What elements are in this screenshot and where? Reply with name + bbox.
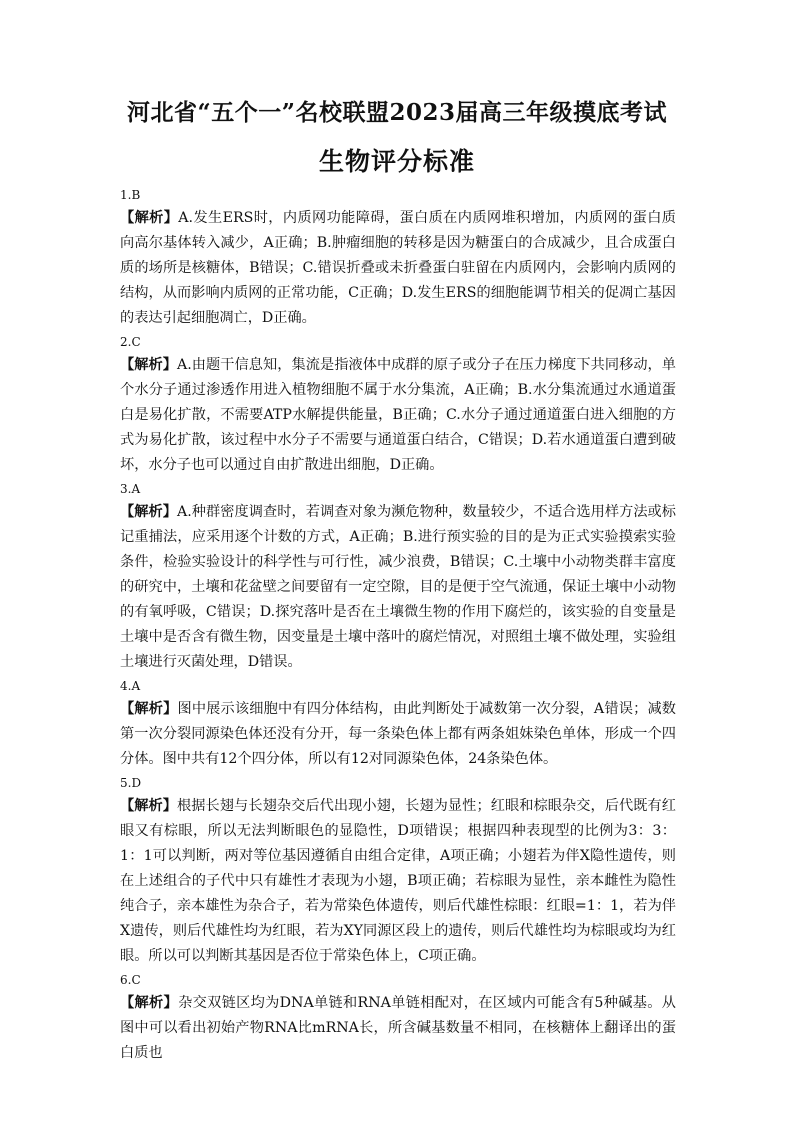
analysis-tag: 【解析】 [120,995,179,1011]
analysis-tag: 【解析】 [120,701,178,717]
question-analysis [120,206,676,331]
analysis-tag: 【解析】 [120,210,179,226]
analysis-text: 图中展示该细胞中有四分体结构，由此判断处于减数第一次分裂，A错误；减数第一次分裂同源染色体还没有分开，每一条染色体上都有两条姐妹染色单体，形成一个四分体。图中共有12个四分体，所以有12对同源染色体，24条染色体。 [120,701,676,767]
question-analysis [120,794,676,969]
document-title: 河北省“五个一”名校联盟2023届高三年级摸底考试 [127,99,667,126]
question-item [120,184,676,331]
question-item [120,969,676,1066]
question-number: 3.A [120,482,141,496]
question-number: 4.A [120,679,141,693]
analysis-text: A.发生ERS时，内质网功能障碍，蛋白质在内质网堆积增加，内质网的蛋白质向高尔基体转入减少，A正确；B.肿瘤细胞的转移是因为糖蛋白的合成减少，且合成蛋白质的场所是核糖体，B错误；C.错误折叠或未折叠蛋白驻留在内质网内，会影响内质网的结构，从而影响内质网的正常功能，C正确；D.发生ERS的细胞能调节相关的促凋亡基因的表达引起细胞凋亡，D正确。 [120,210,676,326]
analysis-text: A.种群密度调查时，若调查对象为濒危物种，数量较少，不适合选用样方法或标记重捕法，应采用逐个计数的方式，A正确；B.进行预实验的目的是为正式实验摸索实验条件，检验实验设计的科学性与可行性，减少浪费，B错误；C.土壤中小动物类群丰富度的研究中，土壤和花盆壁之间要留有一定空隙，目的是便于空气流通，保证土壤中小动物的有氧呼吸，C错误；D.探究落叶是否在土壤微生物的作用下腐烂的，该实验的自变量是土壤中是否含有微生物，因变量是土壤中落叶的腐烂情况，对照组土壤不做处理，实验组土壤进行灭菌处理，D错误。 [120,504,676,670]
analysis-tag: 【解析】 [120,357,177,373]
question-number: 2.C [120,335,141,349]
answer-list [120,184,676,1066]
question-item [120,772,676,969]
document-subtitle: 生物评分标准 [318,147,475,176]
question-analysis [120,500,676,675]
question-item [120,478,676,675]
question-number: 1.B [120,188,141,202]
question-analysis [120,991,676,1066]
analysis-tag: 【解析】 [120,504,177,520]
analysis-text: 杂交双链区均为DNA单链和RNA单链相配对，在区域内可能含有5种碱基。从图中可以看出初始产物RNA比mRNA长，所含碱基数量不相同，在核糖体上翻译出的蛋白质也 [120,995,676,1061]
analysis-text: 根据长翅与长翅杂交后代出现小翅，长翅为显性；红眼和棕眼杂交，后代既有红眼又有棕眼，所以无法判断眼色的显隐性，D项错误；根据四种表现型的比例为3：3：1：1可以判断，两对等位基因遵循自由组合定律，A项正确；小翅若为伴X隐性遗传，则在上述组合的子代中只有雄性才表现为小翅，B项正确；若棕眼为显性，亲本雌性为隐性纯合子，亲本雄性为杂合子，若为常染色体遗传，则后代雄性棕眼：红眼=1：1，若为伴X遗传，则后代雄性均为红眼，若为XY同源区段上的遗传，则后代雄性均为棕眼或均为红眼。所以可以判断其基因是否位于常染色体上，C项正确。 [120,798,676,964]
question-analysis [120,697,676,772]
analysis-tag: 【解析】 [120,798,178,814]
question-number: 6.C [120,973,141,987]
analysis-text: A.由题干信息知，集流是指液体中成群的原子或分子在压力梯度下共同移动，单个水分子通过渗透作用进入植物细胞不属于水分集流，A正确；B.水分集流通过水通道蛋白是易化扩散，不需要ATP水解提供能量，B正确；C.水分子通过通道蛋白进入细胞的方式为易化扩散，该过程中水分子不需要与通道蛋白结合，C错误；D.若水通道蛋白遭到破坏，水分子也可以通过自由扩散进出细胞，D正确。 [120,357,676,473]
question-item [120,331,676,478]
question-analysis [120,353,676,478]
question-number: 5.D [120,776,142,790]
question-item [120,675,676,772]
